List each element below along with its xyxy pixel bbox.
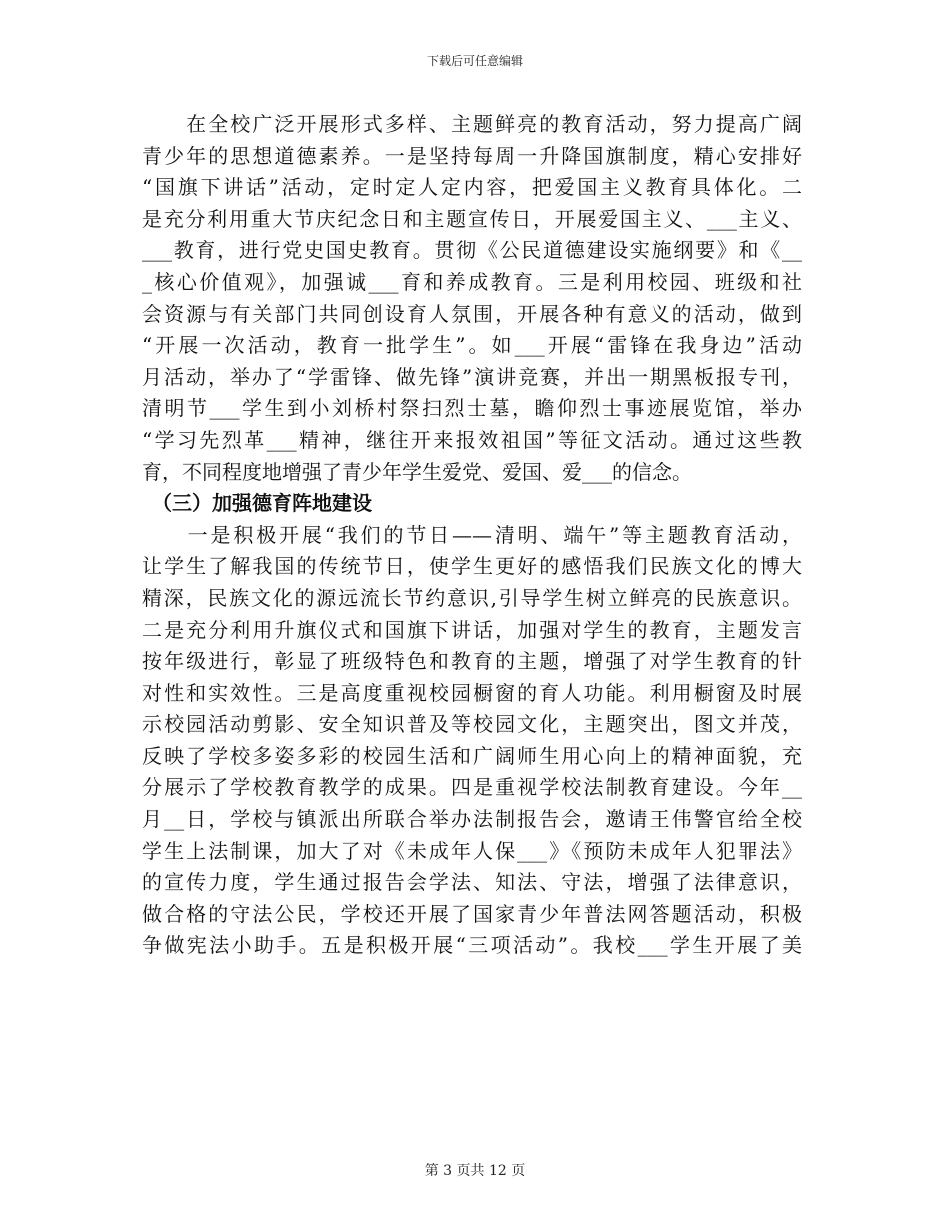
text-line: 学生上法制课，加大了对《未成年人保___》《预防未成年人犯罪法》 [142, 838, 802, 863]
text-line: “学习先烈革___精神，继往开来报效祖国”等征文活动。通过这些教 [142, 427, 802, 452]
text-line: 一是积极开展“我们的节日——清明、端午”等主题教育活动， [142, 522, 802, 547]
text-line: 精深，民族文化的源远流长节约意识,引导学生树立鲜亮的民族意识。 [142, 585, 802, 610]
text-line: 争做宪法小助手。五是积极开展“三项活动”。我校___学生开展了美 [142, 933, 802, 958]
text-line: “国旗下讲话”活动，定时定人定内容，把爱国主义教育具体化。二 [142, 175, 802, 200]
text-line: 在全校广泛开展形式多样、主题鲜亮的教育活动，努力提高广阔 [142, 112, 802, 136]
text-line: 青少年的思想道德素养。一是坚持每周一升降国旗制度，精心安排好 [142, 143, 802, 168]
text-line: “开展一次活动，教育一批学生”。如___开展“雷锋在我身边”活动 [142, 333, 802, 358]
text-line: 是充分利用重大节庆纪念日和主题宣传日，开展爱国主义、___主义、 [142, 206, 802, 231]
text-line: 按年级进行，彰显了班级特色和教育的主题，增强了对学生教育的针 [142, 649, 802, 674]
text-line: 对性和实效性。三是高度重视校园橱窗的育人功能。利用橱窗及时展 [142, 680, 802, 705]
text-line: 分展示了学校教育教学的成果。四是重视学校法制教育建设。今年__ [142, 775, 802, 800]
page-header: 下载后可任意编辑 [426, 54, 523, 68]
text-line: 月活动，举办了“学雷锋、做先锋”演讲竞赛，并出一期黑板报专刊， [142, 364, 802, 389]
text-line: 育，不同程度地增强了青少年学生爱党、爱国、爱___的信念。 [142, 459, 692, 484]
text-line: ___教育，进行党史国史教育。贯彻《公民道德建设实施纲要》和《__ [142, 238, 802, 263]
text-line: 清明节___学生到小刘桥村祭扫烈士墓，瞻仰烈士事迹展览馆，举办 [142, 396, 802, 421]
text-line: 让学生了解我国的传统节日，使学生更好的感悟我们民族文化的博大 [142, 554, 802, 579]
section-heading: （三）加强德育阵地建设 [142, 491, 372, 516]
text-line: 的宣传力度，学生通过报告会学法、知法、守法，增强了法律意识， [142, 870, 802, 895]
text-line: 会资源与有关部门共同创设育人氛围，开展各种有意义的活动，做到 [142, 301, 802, 326]
text-line: 二是充分利用升旗仪式和国旗下讲话，加强对学生的教育，主题发言 [142, 617, 802, 642]
page-footer: 第 3 页共 12 页 [424, 1163, 526, 1179]
document-body [142, 109, 802, 962]
text-line: _核心价值观》，加强诚___育和养成教育。三是利用校园、班级和社 [142, 269, 802, 294]
text-line: 示校园活动剪影、安全知识普及等校园文化，主题突出，图文并茂， [142, 712, 802, 737]
text-line: 做合格的守法公民，学校还开展了国家青少年普法网答题活动，积极 [142, 901, 802, 926]
text-line: 月__日，学校与镇派出所联合举办法制报告会，邀请王伟警官给全校 [142, 807, 802, 832]
text-line: 反映了学校多姿多彩的校园生活和广阔师生用心向上的精神面貌，充 [142, 743, 802, 768]
